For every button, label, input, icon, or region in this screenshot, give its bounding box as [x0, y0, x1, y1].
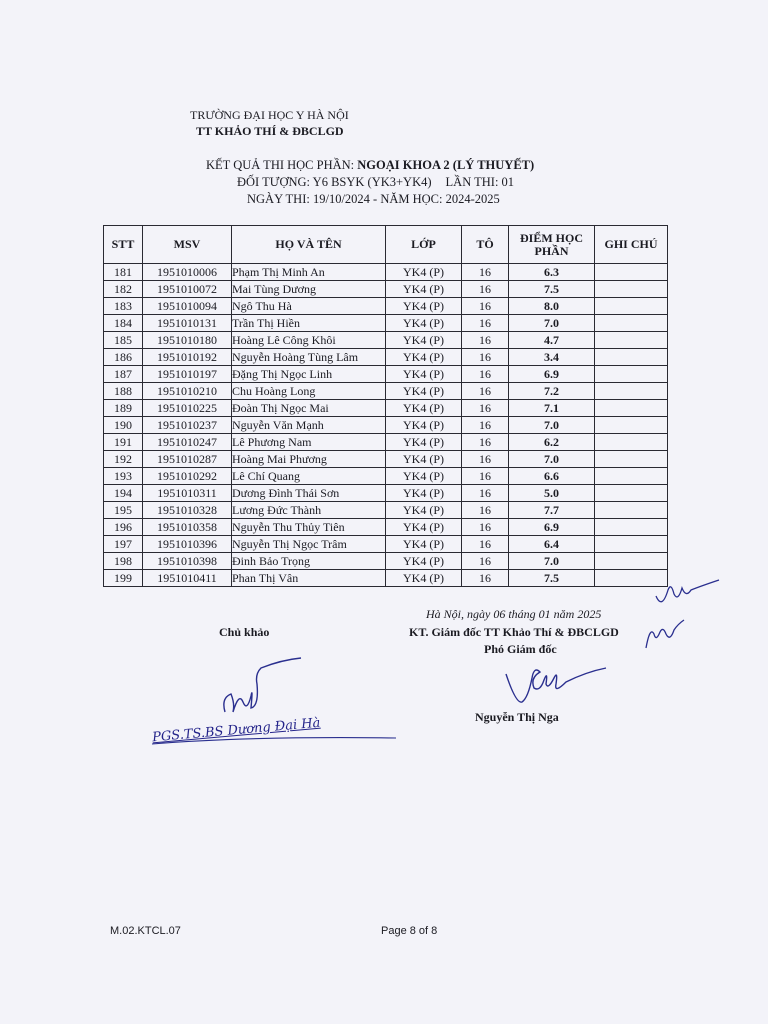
- cell-group: 16: [462, 570, 509, 587]
- cell-group: 16: [462, 383, 509, 400]
- cell-stt: 196: [104, 519, 143, 536]
- cell-class: YK4 (P): [386, 485, 462, 502]
- cell-score: 7.2: [509, 383, 595, 400]
- table-row: [104, 349, 668, 366]
- school-name: TRƯỜNG ĐẠI HỌC Y HÀ NỘI: [190, 108, 349, 122]
- cell-student-name: Dương Đình Thái Sơn: [232, 485, 386, 502]
- cell-note: [595, 553, 668, 570]
- cell-group: 16: [462, 332, 509, 349]
- cell-score: 5.0: [509, 485, 595, 502]
- cell-class: YK4 (P): [386, 315, 462, 332]
- cell-score: 6.9: [509, 366, 595, 383]
- cell-group: 16: [462, 451, 509, 468]
- cell-note: [595, 434, 668, 451]
- examiner-name: PGS.TS.BS Dương Đại Hà: [151, 715, 321, 746]
- cell-note: [595, 315, 668, 332]
- table-row: [104, 366, 668, 383]
- column-header-stt: STT: [104, 226, 143, 264]
- table-row: [104, 400, 668, 417]
- cell-student-id: 1951010237: [143, 417, 232, 434]
- cell-class: YK4 (P): [386, 332, 462, 349]
- table-row: [104, 502, 668, 519]
- cell-score: 7.1: [509, 400, 595, 417]
- cell-score: 7.5: [509, 281, 595, 298]
- cell-group: 16: [462, 400, 509, 417]
- table-row: [104, 264, 668, 281]
- cell-note: [595, 298, 668, 315]
- cell-student-id: 1951010311: [143, 485, 232, 502]
- initials-signature-right: [640, 618, 690, 654]
- cell-student-name: Lê Chí Quang: [232, 468, 386, 485]
- cell-student-id: 1951010225: [143, 400, 232, 417]
- exam-date-line: NGÀY THI: 19/10/2024 - NĂM HỌC: 2024-2025: [247, 192, 500, 206]
- cell-note: [595, 451, 668, 468]
- cell-student-name: Đoàn Thị Ngọc Mai: [232, 400, 386, 417]
- cell-student-name: Nguyễn Văn Mạnh: [232, 417, 386, 434]
- cell-group: 16: [462, 298, 509, 315]
- cell-score: 7.0: [509, 451, 595, 468]
- grades-table: [103, 225, 668, 587]
- cell-score: 7.0: [509, 315, 595, 332]
- cell-note: [595, 264, 668, 281]
- cell-class: YK4 (P): [386, 536, 462, 553]
- cell-group: 16: [462, 417, 509, 434]
- place-and-date: Hà Nội, ngày 06 tháng 01 năm 2025: [426, 607, 602, 621]
- cell-stt: 186: [104, 349, 143, 366]
- table-row: [104, 553, 668, 570]
- cell-group: 16: [462, 281, 509, 298]
- column-header-name: HỌ VÀ TÊN: [232, 226, 386, 264]
- table-row: [104, 519, 668, 536]
- cell-student-id: 1951010072: [143, 281, 232, 298]
- form-code: M.02.KTCL.07: [110, 925, 181, 937]
- table-row: [104, 451, 668, 468]
- cell-score: 7.7: [509, 502, 595, 519]
- cell-score: 6.6: [509, 468, 595, 485]
- table-row: [104, 434, 668, 451]
- signer-name: Nguyễn Thị Nga: [475, 710, 559, 724]
- cell-student-id: 1951010396: [143, 536, 232, 553]
- cell-note: [595, 366, 668, 383]
- cell-student-name: Phạm Thị Minh An: [232, 264, 386, 281]
- cell-student-id: 1951010192: [143, 349, 232, 366]
- cell-stt: 184: [104, 315, 143, 332]
- cell-score: 8.0: [509, 298, 595, 315]
- table-row: [104, 536, 668, 553]
- cell-class: YK4 (P): [386, 383, 462, 400]
- cell-score: 6.3: [509, 264, 595, 281]
- cell-stt: 198: [104, 553, 143, 570]
- cell-score: 4.7: [509, 332, 595, 349]
- table-row: [104, 417, 668, 434]
- cell-class: YK4 (P): [386, 570, 462, 587]
- cell-class: YK4 (P): [386, 519, 462, 536]
- cell-student-id: 1951010197: [143, 366, 232, 383]
- cell-stt: 187: [104, 366, 143, 383]
- cell-note: [595, 400, 668, 417]
- column-header-note: GHI CHÚ: [595, 226, 668, 264]
- table-row: [104, 383, 668, 400]
- table-body: [104, 264, 668, 587]
- result-prefix: KẾT QUẢ THI HỌC PHẦN:: [206, 158, 358, 172]
- table-row: [104, 281, 668, 298]
- cell-student-name: Mai Tùng Dương: [232, 281, 386, 298]
- table-row: [104, 298, 668, 315]
- cell-note: [595, 502, 668, 519]
- cell-student-name: Lê Phương Nam: [232, 434, 386, 451]
- table-row: [104, 485, 668, 502]
- column-header-msv: MSV: [143, 226, 232, 264]
- cell-student-id: 1951010210: [143, 383, 232, 400]
- cell-class: YK4 (P): [386, 434, 462, 451]
- cell-class: YK4 (P): [386, 298, 462, 315]
- cell-stt: 189: [104, 400, 143, 417]
- cell-score: 7.0: [509, 553, 595, 570]
- target-group: ĐỐI TƯỢNG: Y6 BSYK (YK3+YK4): [237, 175, 432, 189]
- cell-class: YK4 (P): [386, 502, 462, 519]
- deputy-director-signature: [500, 656, 610, 706]
- testing-center-name: TT KHẢO THÍ & ĐBCLGD: [196, 124, 344, 138]
- cell-note: [595, 536, 668, 553]
- cell-class: YK4 (P): [386, 281, 462, 298]
- cell-student-name: Phan Thị Vân: [232, 570, 386, 587]
- cell-class: YK4 (P): [386, 366, 462, 383]
- cell-group: 16: [462, 553, 509, 570]
- subject-name: NGOẠI KHOA 2 (LÝ THUYẾT): [357, 158, 535, 172]
- cell-score: 3.4: [509, 349, 595, 366]
- examiner-signature: [205, 652, 305, 722]
- cell-score: 6.4: [509, 536, 595, 553]
- cell-score: 7.5: [509, 570, 595, 587]
- cell-student-id: 1951010287: [143, 451, 232, 468]
- cell-student-name: Hoàng Mai Phương: [232, 451, 386, 468]
- cell-student-name: Lương Đức Thành: [232, 502, 386, 519]
- cell-stt: 193: [104, 468, 143, 485]
- table-row: [104, 332, 668, 349]
- cell-student-name: Ngô Thu Hà: [232, 298, 386, 315]
- cell-student-id: 1951010292: [143, 468, 232, 485]
- cell-group: 16: [462, 315, 509, 332]
- cell-student-id: 1951010094: [143, 298, 232, 315]
- cell-note: [595, 332, 668, 349]
- table-row: [104, 315, 668, 332]
- director-title: KT. Giám đốc TT Khảo Thí & ĐBCLGD: [409, 625, 619, 639]
- deputy-director-title: Phó Giám đốc: [484, 642, 557, 656]
- attempt-number: LẦN THI: 01: [445, 175, 515, 189]
- cell-class: YK4 (P): [386, 349, 462, 366]
- cell-stt: 185: [104, 332, 143, 349]
- cell-student-name: Nguyễn Hoàng Tùng Lâm: [232, 349, 386, 366]
- cell-stt: 192: [104, 451, 143, 468]
- initials-signature-top: [652, 572, 722, 612]
- cell-student-id: 1951010328: [143, 502, 232, 519]
- cell-stt: 183: [104, 298, 143, 315]
- cell-class: YK4 (P): [386, 468, 462, 485]
- result-title: [206, 158, 534, 173]
- cell-group: 16: [462, 485, 509, 502]
- target-line: [237, 175, 514, 190]
- cell-class: YK4 (P): [386, 417, 462, 434]
- cell-class: YK4 (P): [386, 264, 462, 281]
- cell-student-name: Nguyễn Thu Thủy Tiên: [232, 519, 386, 536]
- cell-note: [595, 417, 668, 434]
- cell-class: YK4 (P): [386, 400, 462, 417]
- cell-student-name: Đinh Bảo Trọng: [232, 553, 386, 570]
- cell-note: [595, 349, 668, 366]
- cell-stt: 188: [104, 383, 143, 400]
- cell-stt: 197: [104, 536, 143, 553]
- examiner-title: Chủ khảo: [219, 625, 270, 639]
- cell-stt: 191: [104, 434, 143, 451]
- cell-class: YK4 (P): [386, 451, 462, 468]
- cell-group: 16: [462, 264, 509, 281]
- cell-score: 6.9: [509, 519, 595, 536]
- cell-group: 16: [462, 468, 509, 485]
- column-header-class: LỚP: [386, 226, 462, 264]
- cell-student-id: 1951010006: [143, 264, 232, 281]
- cell-student-id: 1951010131: [143, 315, 232, 332]
- cell-group: 16: [462, 502, 509, 519]
- cell-score: 6.2: [509, 434, 595, 451]
- cell-student-name: Trần Thị Hiền: [232, 315, 386, 332]
- cell-group: 16: [462, 366, 509, 383]
- cell-group: 16: [462, 519, 509, 536]
- cell-note: [595, 468, 668, 485]
- cell-student-id: 1951010180: [143, 332, 232, 349]
- cell-note: [595, 383, 668, 400]
- cell-note: [595, 519, 668, 536]
- page-number: Page 8 of 8: [381, 925, 438, 937]
- cell-stt: 195: [104, 502, 143, 519]
- cell-group: 16: [462, 434, 509, 451]
- cell-group: 16: [462, 536, 509, 553]
- table-header-row: [104, 226, 668, 264]
- cell-stt: 181: [104, 264, 143, 281]
- cell-group: 16: [462, 349, 509, 366]
- cell-student-name: Hoàng Lê Công Khôi: [232, 332, 386, 349]
- cell-stt: 182: [104, 281, 143, 298]
- column-header-score: ĐIỂM HỌC PHẦN: [509, 226, 595, 264]
- cell-student-name: Chu Hoàng Long: [232, 383, 386, 400]
- cell-student-name: Nguyễn Thị Ngọc Trâm: [232, 536, 386, 553]
- cell-stt: 194: [104, 485, 143, 502]
- table-row: [104, 468, 668, 485]
- cell-score: 7.0: [509, 417, 595, 434]
- cell-note: [595, 281, 668, 298]
- cell-stt: 199: [104, 570, 143, 587]
- cell-student-id: 1951010247: [143, 434, 232, 451]
- cell-stt: 190: [104, 417, 143, 434]
- cell-student-id: 1951010358: [143, 519, 232, 536]
- cell-note: [595, 485, 668, 502]
- column-header-group: TÔ: [462, 226, 509, 264]
- cell-student-name: Đặng Thị Ngọc Linh: [232, 366, 386, 383]
- table-row: [104, 570, 668, 587]
- cell-student-id: 1951010411: [143, 570, 232, 587]
- cell-student-id: 1951010398: [143, 553, 232, 570]
- cell-class: YK4 (P): [386, 553, 462, 570]
